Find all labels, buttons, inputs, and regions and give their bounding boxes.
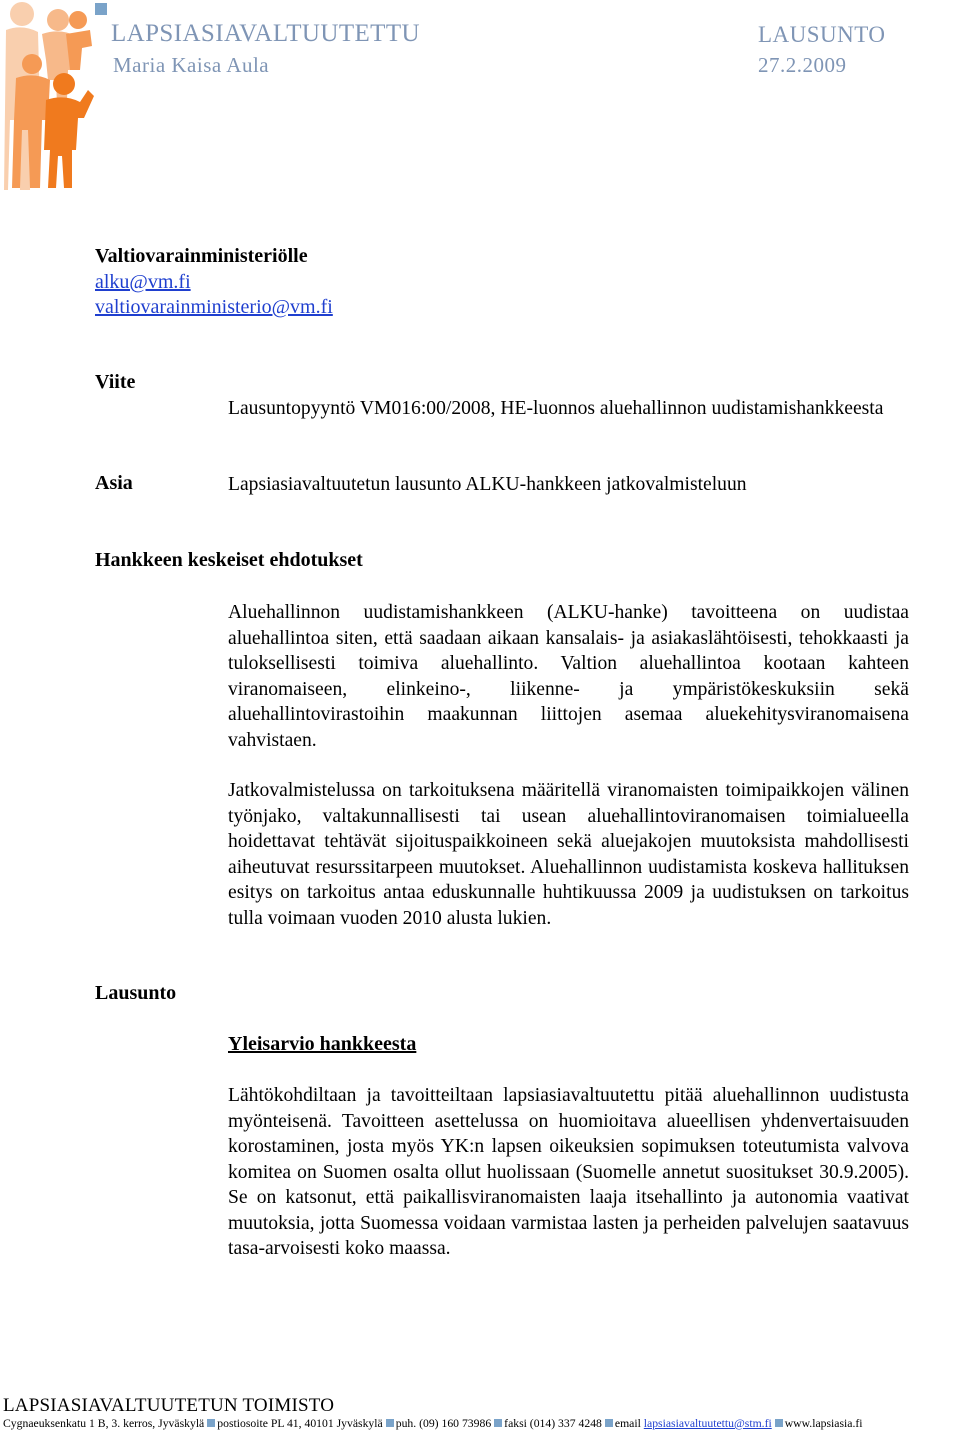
square-bullet-icon (775, 1419, 783, 1427)
paragraph-hankkeen-2: Jatkovalmistelussa on tarkoituksena määritellä viranomaisten toimipaikkojen välinen työnjako, valtakunnallisesti tai usean aluehallintoviranomaisen toimialueella hoidettavat tehtävät sijoituspaikkoineen sekä aluejakojen muutoksista mahdollisesti aiheutuvat resurssitarpeen muutokset. Aluehallinnon uudistamista koskeva hallituksen esitys on tarkoitus antaa eduskunnalle huhtikuussa 2009 ja uudistuksen on tarkoitus tulla voimaan vuoden 2010 alusta lukien. (228, 780, 909, 929)
square-bullet-icon (386, 1419, 394, 1427)
header-org: LAPSIASIAVALTUUTETTU (111, 20, 420, 47)
section-title-hankkeen: Hankkeen keskeiset ehdotukset (95, 549, 363, 571)
lausunto-label: Lausunto (95, 982, 177, 1004)
recipient-name: Valtiovarainministeriölle (95, 245, 308, 267)
footer-address: Cygnaeuksenkatu 1 B, 3. kerros, Jyväskylä (3, 1417, 205, 1430)
paragraph-yleisarvio-1: Lähtökohdiltaan ja tavoitteiltaan lapsiasiavaltuutettu pitää aluehallinnon uudistusta myönteisenä. Tavoitteen asettelussa on huomioitava alueellisen yhdenvertaisuuden korostaminen, josta myös YK:n lapsen oikeuksien sopimuksen toteutumista valvova komitea on Suomen osalta ollut huolissaan (Suomelle annetut suositukset 30.9.2005). Se on katsonut, että paikallisviranomaisten laaja itsehallinto ja autonomia vaativat muutoksia, jotta Suomessa voidaan varmistaa lasten ja perheiden palvelujen saatavuus tasa-arvoisesti koko maassa. (228, 1085, 909, 1259)
footer-phone: puh. (09) 160 73986 (395, 1417, 492, 1430)
accent-square-icon (95, 3, 107, 15)
square-bullet-icon (494, 1419, 502, 1427)
asia-label: Asia (95, 472, 133, 494)
footer-email-label: email (614, 1417, 641, 1430)
footer-contact-line (3, 1417, 960, 1430)
footer-email-link[interactable]: lapsiasiavaltuutettu@stm.fi (643, 1417, 772, 1430)
footer-postal: postiosoite PL 41, 40101 Jyväskylä (217, 1417, 383, 1430)
paragraph-hankkeen-1: Aluehallinnon uudistamishankkeen (ALKU-hanke) tavoitteena on uudistaa aluehallintoa siten, että saadaan aikaan kansalais- ja asiakaslähtöisesti, tehokkaasti ja tuloksellisesti toimiva aluehallinto. Valtion aluehallintoa kootaan kahteen viranomaiseen, elinkeino-, liikenne- ja ympäristökeskuksiin sekä aluehallintovirastoihin maakunnan liittojen asemaa aluekehitysviranomaisena vahvistaen. (228, 602, 909, 751)
recipient-email-vm[interactable]: valtiovarainministerio@vm.fi (95, 296, 333, 318)
footer-fax: faksi (014) 337 4248 (504, 1417, 602, 1430)
recipient-email-alku[interactable]: alku@vm.fi (95, 270, 191, 293)
header-person: Maria Kaisa Aula (113, 53, 270, 77)
asia-text: Lapsiasiavaltuutetun lausunto ALKU-hankkeen jatkovalmisteluun (228, 474, 747, 495)
header-date: 27.2.2009 (758, 53, 847, 77)
family-figures-logo-icon (2, 0, 94, 192)
section-title-yleisarvio: Yleisarvio hankkeesta (228, 1033, 417, 1055)
header-doc-type: LAUSUNTO (758, 22, 886, 47)
viite-text: Lausuntopyyntö VM016:00/2008, HE-luonnos aluehallinnon uudistamishankkeesta (228, 398, 884, 419)
viite-label: Viite (95, 371, 136, 393)
square-bullet-icon (207, 1419, 215, 1427)
footer-web[interactable]: www.lapsiasia.fi (784, 1417, 863, 1430)
footer-title: LAPSIASIAVALTUUTETUN TOIMISTO (3, 1395, 335, 1416)
square-bullet-icon (605, 1419, 613, 1427)
recipient-block (95, 244, 333, 321)
